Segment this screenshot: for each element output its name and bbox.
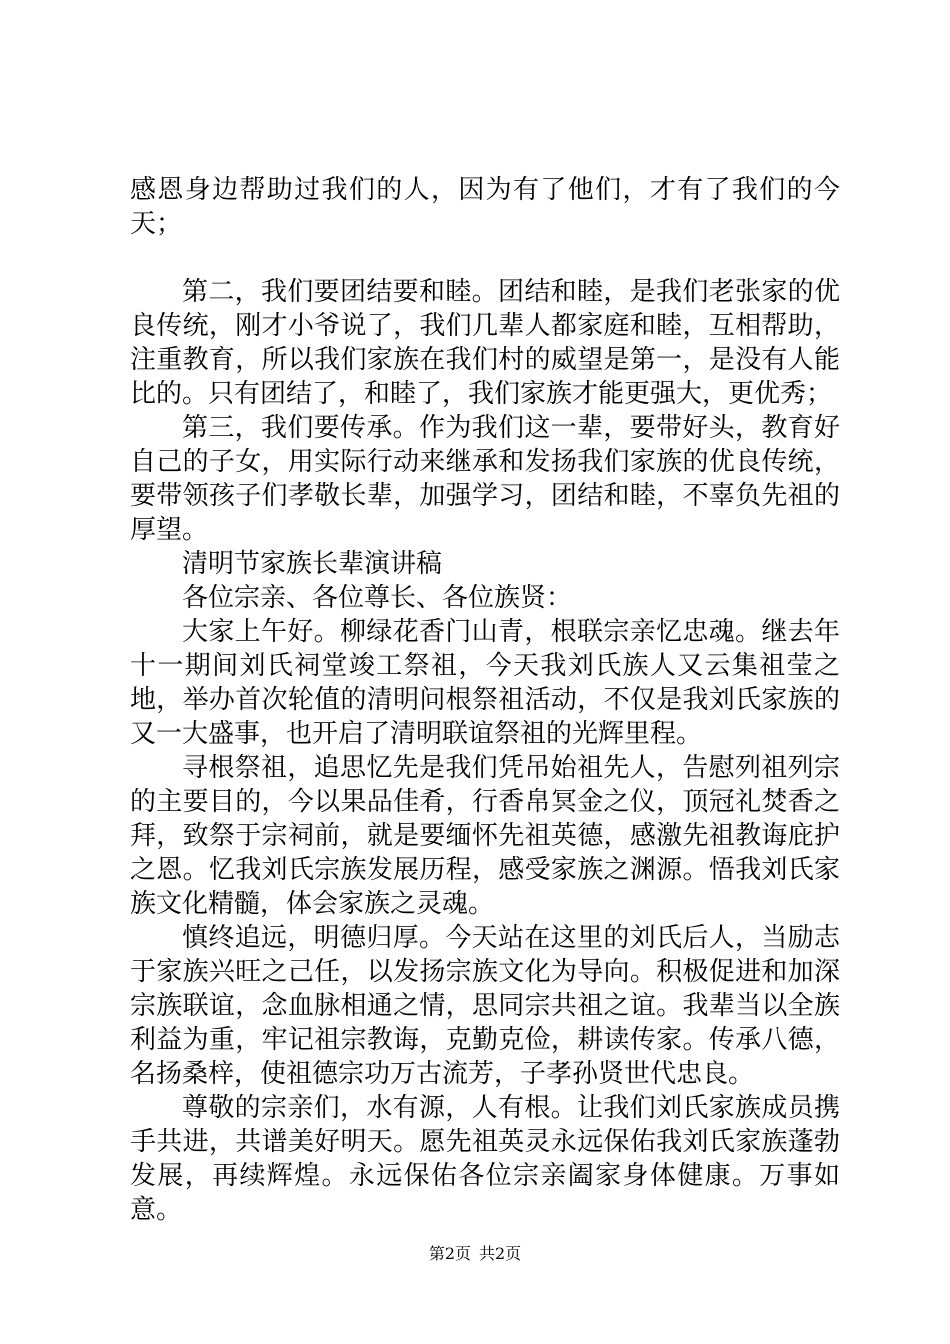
paragraph-second-point: 第二，我们要团结要和睦。团结和睦，是我们老张家的优良传统，刚才小爷说了，我们几辈人都家庭和睦，互相帮助，注重教育，所以我们家族在我们村的威望是第一，是没有人能比的。只有团结了，和睦了，我们家族才能更强大，更优秀； (130, 277, 840, 409)
speech-salutation: 各位宗亲、各位尊长、各位族贤： (182, 583, 573, 613)
paragraph-greeting: 大家上午好。柳绿花香门山青，根联宗亲忆忠魂。继去年十一期间刘氏祠堂竣工祭祖，今天我刘氏族人又云集祖莹之地，举办首次轮值的清明问根祭祖活动，不仅是我刘氏家族的又一大盛事，也开启了清明联谊祭祖的光辉里程。 (130, 617, 840, 749)
paragraph-continuation: 感恩身边帮助过我们的人，因为有了他们，才有了我们的今天； (130, 175, 840, 239)
paragraph-third-point: 第三，我们要传承。作为我们这一辈，要带好头，教育好自己的子女，用实际行动来继承和发扬我们家族的优良传统，要带领孩子们孝敬长辈，加强学习，团结和睦，不辜负先祖的厚望。 (130, 413, 840, 545)
page-number: 第2页 (428, 1244, 471, 1263)
page-footer (0, 1244, 950, 1264)
paragraph-ancestor-worship: 寻根祭祖，追思忆先是我们凭吊始祖先人，告慰列祖列宗的主要目的，今以果品佳肴，行香帛冥金之仪，顶冠礼焚香之拜，致祭于宗祠前，就是要缅怀先祖英德，感激先祖教诲庇护之恩。忆我刘氏宗族发展历程，感受家族之渊源。悟我刘氏家族文化精髓，体会家族之灵魂。 (130, 753, 840, 919)
document-body (130, 173, 840, 1227)
speech-title: 清明节家族长辈演讲稿 (182, 549, 443, 579)
paragraph-gap (130, 241, 840, 275)
page-total: 共2页 (479, 1244, 522, 1263)
paragraph-closing: 尊敬的宗亲们，水有源，人有根。让我们刘氏家族成员携手共进，共谱美好明天。愿先祖英灵永远保佑我刘氏家族蓬勃发展，再续辉煌。永远保佑各位宗亲阖家身体健康。万事如意。 (130, 1093, 840, 1225)
paragraph-virtue: 慎终追远，明德归厚。今天站在这里的刘氏后人，当励志于家族兴旺之己任，以发扬宗族文化为导向。积极促进和加深宗族联谊，念血脉相通之情，思同宗共祖之谊。我辈当以全族利益为重，牢记祖宗教诲，克勤克俭，耕读传家。传承八德，名扬桑梓，使祖德宗功万古流芳，子孝孙贤世代忠良。 (130, 923, 840, 1089)
